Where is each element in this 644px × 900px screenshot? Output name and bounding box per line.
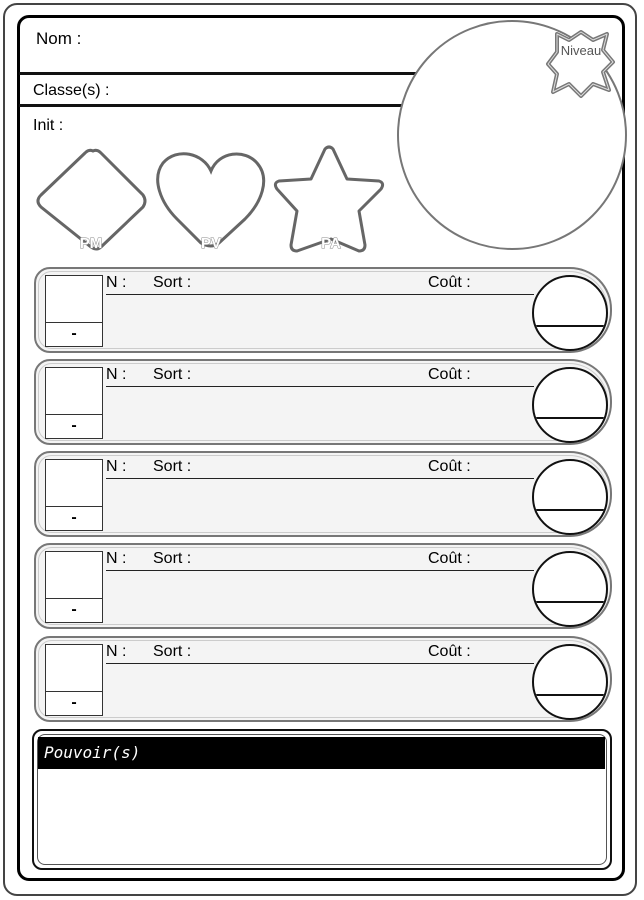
spell-cost-circle[interactable] (532, 459, 608, 535)
spell-cost-label: Coût : (428, 366, 471, 383)
spell-slot-dash: - (71, 417, 77, 434)
spell-cost-circle[interactable] (532, 367, 608, 443)
spell-slot-divider (45, 414, 103, 415)
class-label: Classe(s) : (33, 82, 110, 99)
spell-sort-label: Sort : (153, 458, 192, 475)
spell-underline (106, 663, 534, 664)
spell-n-label: N : (106, 458, 127, 475)
spell-cost-label: Coût : (428, 643, 471, 660)
spell-sort-label: Sort : (153, 643, 192, 660)
name-label: Nom : (36, 29, 82, 48)
spell-cost-divider (534, 509, 606, 511)
spell-cost-label: Coût : (428, 550, 471, 567)
init-label: Init : (33, 117, 64, 134)
spell-sort-label: Sort : (153, 366, 192, 383)
stat-pm[interactable] (33, 145, 153, 255)
spell-slot-dash: - (71, 601, 77, 618)
spell-cost-divider (534, 325, 606, 327)
spell-slot-divider (45, 322, 103, 323)
spell-underline (106, 478, 534, 479)
spell-n-label: N : (106, 274, 127, 291)
spell-row[interactable] (34, 451, 614, 537)
spell-sort-label: Sort : (153, 274, 192, 291)
powers-title: Pouvoir(s) (38, 737, 605, 769)
spell-slot-divider (45, 506, 103, 507)
spell-cost-circle[interactable] (532, 551, 608, 627)
spell-cost-divider (534, 417, 606, 419)
spell-slot-divider (45, 691, 103, 692)
level-badge-icon (545, 28, 617, 100)
spell-underline (106, 570, 534, 571)
spell-cost-circle[interactable] (532, 644, 608, 720)
stat-pa[interactable] (273, 145, 393, 255)
level-label: Niveau (560, 43, 602, 58)
stat-pv[interactable] (153, 145, 273, 255)
spell-n-label: N : (106, 643, 127, 660)
spell-cost-divider (534, 694, 606, 696)
spell-row[interactable] (34, 636, 614, 722)
spell-cost-label: Coût : (428, 458, 471, 475)
spell-row[interactable] (34, 543, 614, 629)
spell-slot-dash: - (71, 694, 77, 711)
spell-cost-divider (534, 601, 606, 603)
stat-pa-label: PA (321, 235, 341, 252)
spell-slot-dash: - (71, 325, 77, 342)
spell-cost-label: Coût : (428, 274, 471, 291)
spell-underline (106, 294, 534, 295)
spell-row[interactable] (34, 267, 614, 353)
spell-cost-circle[interactable] (532, 275, 608, 351)
spell-sort-label: Sort : (153, 550, 192, 567)
stat-pv-label: PV (200, 235, 221, 252)
spell-row[interactable] (34, 359, 614, 445)
spell-underline (106, 386, 534, 387)
spell-n-label: N : (106, 550, 127, 567)
spell-slot-divider (45, 598, 103, 599)
name-underline (19, 72, 419, 75)
spell-slot-dash: - (71, 509, 77, 526)
class-underline (19, 104, 409, 107)
powers-section[interactable] (32, 729, 612, 870)
stat-pm-label: PM (79, 235, 103, 252)
spell-n-label: N : (106, 366, 127, 383)
